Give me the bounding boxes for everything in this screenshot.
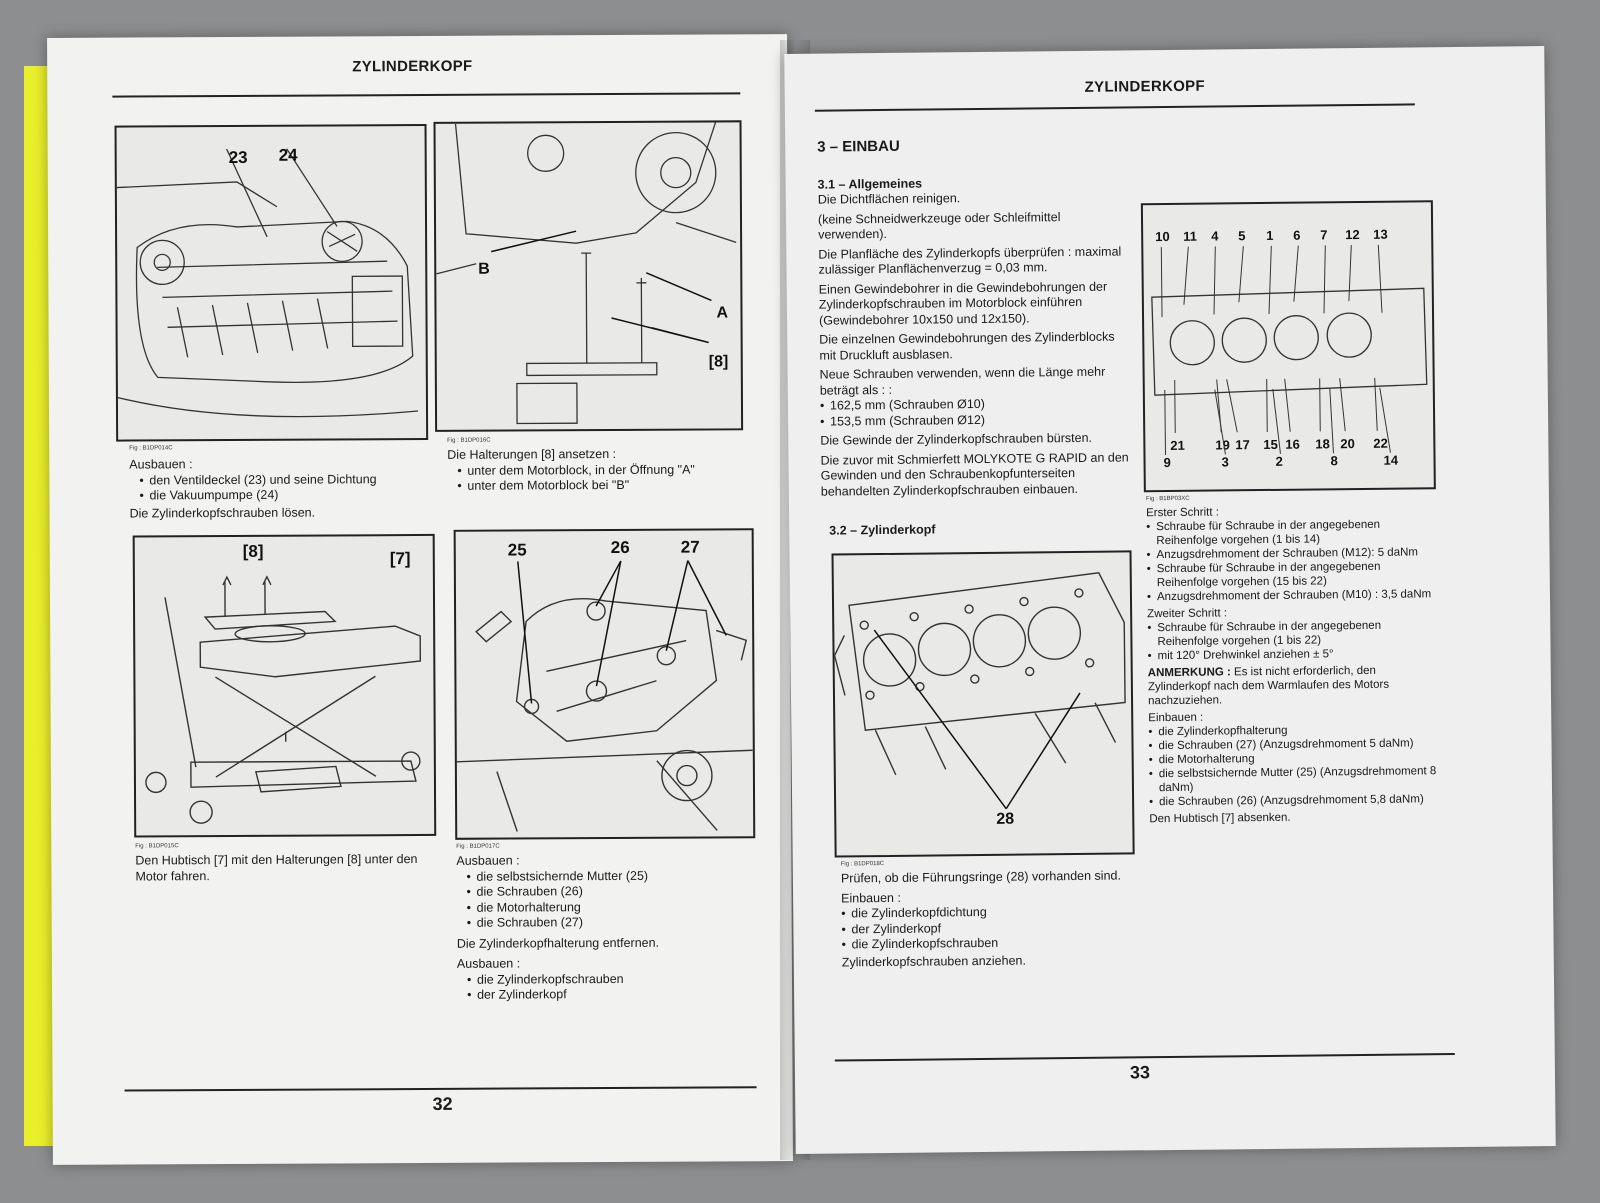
- figure-code: Fig : B1DP018C: [840, 861, 885, 868]
- page-header: ZYLINDERKOPF: [1084, 77, 1205, 96]
- page-number: 32: [432, 1093, 453, 1114]
- figure-engine-mount: [454, 528, 756, 840]
- header-rule: [112, 92, 740, 97]
- figure-code: Fig : B1DP015C: [135, 843, 179, 850]
- svg-text:[8]: [8]: [242, 541, 264, 561]
- svg-text:25: 25: [507, 540, 527, 560]
- subsection-title: 3.2 – Zylinderkopf: [829, 522, 936, 538]
- figure-code: Fig : B1DP014C: [129, 445, 173, 452]
- fig4-text: Ausbauen : • die selbstsichernde Mutter (25) • die Schrauben (26) • die Motorhalterung • die Schrauben (27) Die Zylinderkopfhalterung entfernen. Ausbauen : • die Zylinderkopfschrauben • der Zylinderkopf: [456, 852, 757, 1003]
- figure-lift-table: [133, 534, 437, 838]
- svg-text:15: 15: [1263, 436, 1278, 453]
- svg-text:5: 5: [1238, 228, 1246, 244]
- svg-text:9: 9: [1163, 454, 1171, 471]
- svg-text:8: 8: [1330, 453, 1338, 469]
- svg-text:10: 10: [1155, 228, 1170, 245]
- tightening-steps: Erster Schritt : • Schraube für Schraube in der angegebenen Reihenfolge vorgehen (1 bis 14) • Anzugsdrehmoment der Schrauben (M12): 5 daNm • Schraube für Schraube in der angegebenen Reihenfolge vorgehen (15 bis 22) • Anzugsdrehmoment der Schrauben (M10) : 3,5 daNm Zweiter Schritt : • Schraube für Schraube in der angegebenen Reihenfolge vorgehen (1 bis 22) • mit 120° Drehwinkel anziehen ± 5° ANMERKUNG : Es ist nicht erforderlich, den Zylinderkopf nach dem Warmlaufen des Motors nachzuziehen. Einbauen : • die Zylinderkopfhalterung • die Schrauben (27) (Anzugsdrehmoment 5 daNm) • die Motorhalterung • die selbstsichernde Mutter (25) (Anzugsdrehmoment 8 daNm) • die Schrauben (26) (Anzugsdrehmoment 5,8 daNm) Den Hubtisch [7] absenken.: [1146, 503, 1439, 826]
- fig5-text: Prüfen, ob die Führungsringe (28) vorhanden sind. Einbauen : • die Zylinderkopfdichtung • der Zylinderkopf • die Zylinderkopfschrauben Zylinderkopfschrauben anziehen.: [841, 868, 1142, 970]
- svg-text:19: 19: [1215, 437, 1230, 453]
- svg-text:11: 11: [1183, 228, 1198, 244]
- footer-rule: [835, 1053, 1455, 1061]
- svg-text:4: 4: [1211, 228, 1219, 244]
- svg-text:3: 3: [1221, 454, 1229, 470]
- svg-text:21: 21: [1170, 437, 1185, 453]
- figure-tightening-sequence: [1141, 200, 1436, 492]
- svg-text:26: 26: [610, 537, 630, 558]
- svg-text:20: 20: [1340, 436, 1355, 452]
- header-rule: [815, 103, 1415, 111]
- svg-text:A: A: [716, 304, 729, 322]
- left-page: [47, 34, 793, 1165]
- svg-text:23: 23: [228, 147, 248, 167]
- figure-valve-cover: [115, 124, 429, 442]
- right-page: [784, 46, 1555, 1154]
- svg-text:14: 14: [1383, 452, 1399, 468]
- section-general: 3 – EINBAU 3.1 – Allgemeines Die Dichtflächen reinigen. (keine Schneidwerkzeuge oder Schleifmittel verwenden). Die Planfläche des Zylinderkopfs überprüfen : maximal zulässiger Planflächenverzug = 0,03 mm. Einen Gewindebohrer in die Gewindebohrungen der Zylinderkopfschrauben im Motorblock einführen (Gewindebohrer 10x150 und 12x150). Die einzelnen Gewindebohrungen des Zylinderblocks mit Druckluft ausblasen. Neue Schrauben verwenden, wenn die Länge mehr beträgt als : : • 162,5 mm (Schrauben Ø10) • 153,5 mm (Schrauben Ø12) Die Gewinde der Zylinderkopfschrauben bürsten. Die zuvor mit Schmierfett MOLYKOTE G RAPID an den Gewinden und den Schraubenkopfunterseiten behandelten Zylinderkopfschrauben einbauen.: [817, 136, 1131, 499]
- svg-text:24: 24: [278, 145, 298, 165]
- svg-text:13: 13: [1373, 226, 1388, 242]
- svg-text:27: 27: [680, 537, 700, 557]
- svg-text:18: 18: [1315, 436, 1330, 452]
- figure-cylinder-block: [831, 550, 1134, 857]
- page-number: 33: [1129, 1062, 1151, 1083]
- fig1-text: Ausbauen : • den Ventildeckel (23) und seine Dichtung • die Vakuumpumpe (24) Die Zylinderkopfschrauben lösen.: [129, 456, 429, 522]
- figure-code: Fig : B1BP03XC: [1145, 495, 1190, 503]
- footer-rule: [125, 1086, 757, 1091]
- figure-code: Fig : B1DP017C: [456, 843, 500, 850]
- svg-text:16: 16: [1285, 436, 1300, 452]
- svg-text:B: B: [478, 260, 490, 278]
- fig2-text: Die Halterungen [8] ansetzen : • unter dem Motorblock, in der Öffnung "A" • unter dem Motorblock bei "B": [447, 446, 747, 494]
- svg-text:2: 2: [1275, 453, 1283, 469]
- svg-text:28: 28: [996, 810, 1015, 828]
- fig3-text: Den Hubtisch [7] mit den Halterungen [8] unter den Motor fahren.: [135, 852, 418, 883]
- svg-text:22: 22: [1373, 435, 1388, 451]
- svg-text:12: 12: [1345, 226, 1360, 243]
- figure-supports: [433, 120, 743, 432]
- svg-text:7: 7: [1320, 227, 1328, 243]
- svg-text:17: 17: [1235, 437, 1250, 453]
- svg-text:1: 1: [1266, 227, 1274, 243]
- page-header: ZYLINDERKOPF: [352, 57, 473, 76]
- svg-text:[8]: [8]: [708, 353, 729, 371]
- figure-code: Fig : B1DP016C: [447, 437, 491, 444]
- svg-text:6: 6: [1293, 227, 1301, 243]
- svg-text:[7]: [7]: [389, 549, 411, 569]
